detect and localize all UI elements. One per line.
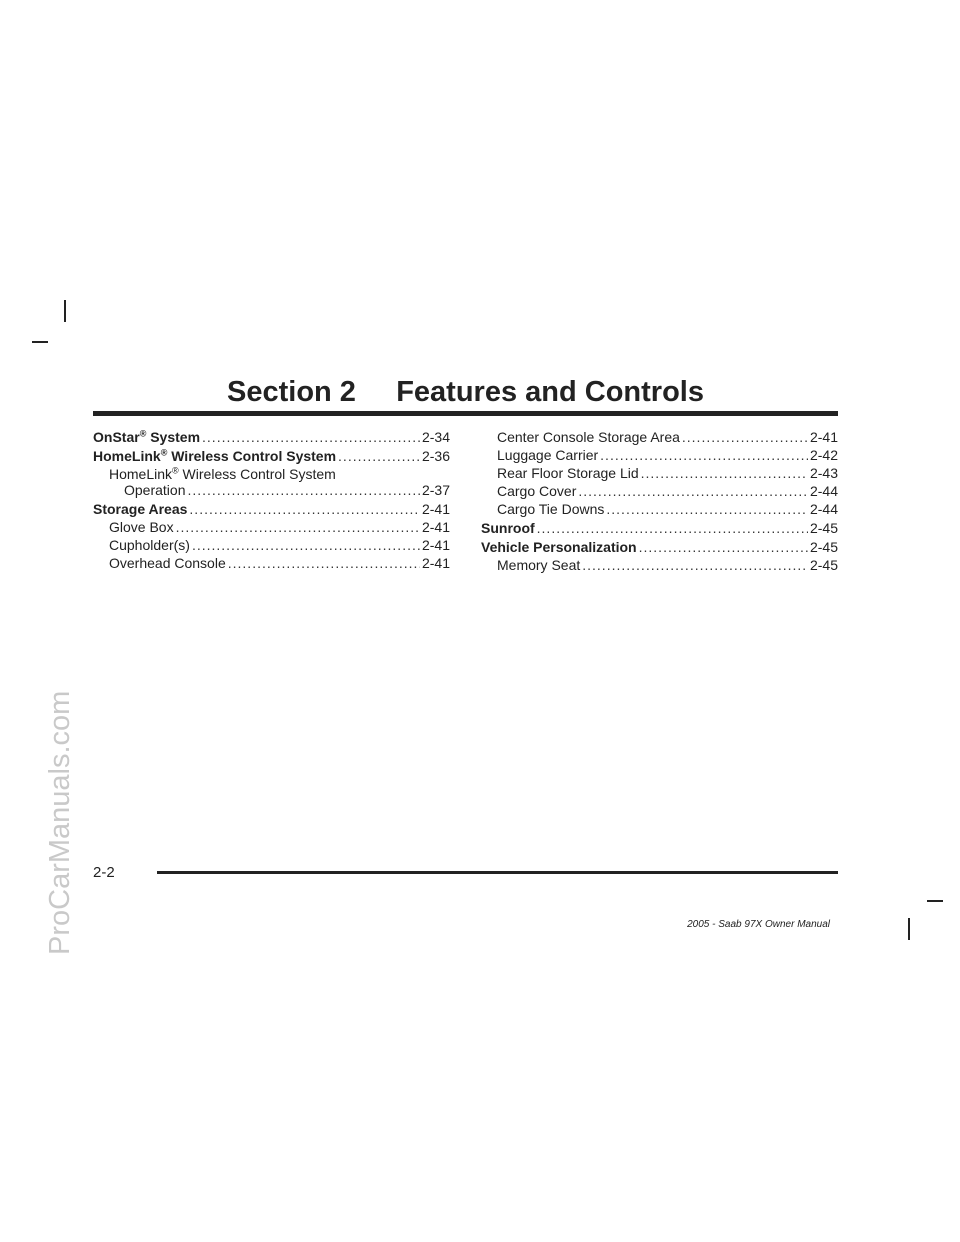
toc-entry-cupholders[interactable]: [93, 537, 450, 553]
toc-page: 2-37: [421, 482, 450, 498]
registered-mark: ®: [172, 465, 179, 476]
toc-entry-cargo-cover[interactable]: [481, 483, 838, 499]
registered-mark: ®: [160, 447, 168, 458]
toc-entry-sunroof[interactable]: [481, 520, 838, 536]
section-title: Section 2 Features and Controls: [227, 376, 704, 408]
toc-label: Cupholder(s): [109, 537, 190, 553]
toc-page: 2-41: [809, 429, 838, 445]
toc-entry-homelink-operation[interactable]: [93, 466, 450, 482]
leader-dots: [192, 537, 420, 553]
toc-page: 2-41: [421, 519, 450, 535]
leader-dots: [228, 555, 420, 571]
toc-page: 2-41: [421, 537, 450, 553]
toc-right-column: [481, 426, 838, 575]
registered-mark: ®: [139, 428, 147, 439]
toc-entry-center-console-storage[interactable]: [481, 429, 838, 445]
manual-title: 2005 - Saab 97X Owner Manual: [687, 919, 830, 930]
toc-label: Glove Box: [109, 519, 174, 535]
toc-entry-onstar[interactable]: [93, 429, 450, 445]
toc-label-rest: System: [146, 429, 201, 445]
toc-entry-vehicle-personalization[interactable]: [481, 539, 838, 555]
toc-page: 2-41: [421, 555, 450, 571]
toc-left-column: [93, 426, 450, 573]
toc-label: Operation: [124, 482, 186, 498]
toc-label: Vehicle Personalization: [481, 539, 637, 555]
toc-page: 2-45: [809, 520, 838, 536]
leader-dots: [606, 501, 808, 517]
watermark-text: ProCarManuals.com: [44, 690, 76, 955]
leader-dots: [202, 429, 420, 445]
leader-dots: [338, 448, 420, 464]
toc-label: HomeLink: [109, 466, 173, 482]
toc-page: 2-34: [421, 429, 450, 445]
page-number: 2-2: [93, 864, 115, 881]
toc-page: 2-43: [809, 465, 838, 481]
toc-label: Center Console Storage Area: [497, 429, 680, 445]
crop-mark-bottom-horizontal: [927, 900, 943, 902]
toc-entry-memory-seat[interactable]: [481, 557, 838, 573]
toc-label: OnStar: [93, 429, 140, 445]
toc-label: Luggage Carrier: [497, 447, 599, 463]
toc-label: Cargo Tie Downs: [497, 501, 605, 517]
leader-dots: [682, 429, 808, 445]
toc-label: Cargo Cover: [497, 483, 577, 499]
crop-mark-top-horizontal: [32, 341, 48, 343]
toc-label: Sunroof: [481, 520, 535, 536]
toc-label-rest: Wireless Control System: [167, 448, 337, 464]
toc-entry-rear-floor-storage-lid[interactable]: [481, 465, 838, 481]
toc-label: Rear Floor Storage Lid: [497, 465, 639, 481]
crop-mark-bottom-vertical: [908, 918, 910, 940]
leader-dots: [641, 465, 808, 481]
toc-label: Memory Seat: [497, 557, 581, 573]
toc-label: Overhead Console: [109, 555, 226, 571]
toc-page: 2-44: [809, 501, 838, 517]
leader-dots: [537, 520, 808, 536]
toc-page: 2-41: [421, 501, 450, 517]
toc-entry-glove-box[interactable]: [93, 519, 450, 535]
toc-page: 2-45: [809, 539, 838, 555]
leader-dots: [578, 483, 808, 499]
leader-dots: [176, 519, 420, 535]
toc-label: Storage Areas: [93, 501, 188, 517]
toc-entry-cargo-tie-downs[interactable]: [481, 501, 838, 517]
leader-dots: [600, 447, 808, 463]
toc-entry-overhead-console[interactable]: [93, 555, 450, 571]
toc-page: 2-45: [809, 557, 838, 573]
leader-dots: [189, 501, 420, 517]
toc-entry-luggage-carrier[interactable]: [481, 447, 838, 463]
crop-mark-top-vertical: [64, 300, 66, 322]
leader-dots: [582, 557, 808, 573]
toc-entry-homelink-operation-line2[interactable]: [93, 482, 450, 498]
toc-page: 2-44: [809, 483, 838, 499]
title-rule: [93, 411, 838, 416]
toc-label: HomeLink: [93, 448, 161, 464]
toc-page: 2-42: [809, 447, 838, 463]
leader-dots: [639, 539, 808, 555]
toc-label-rest: Wireless Control System: [178, 466, 336, 482]
toc-entry-homelink[interactable]: [93, 448, 450, 464]
toc-page: 2-36: [421, 448, 450, 464]
footer-rule: [157, 871, 838, 874]
toc-entry-storage-areas[interactable]: [93, 501, 450, 517]
leader-dots: [187, 482, 419, 498]
